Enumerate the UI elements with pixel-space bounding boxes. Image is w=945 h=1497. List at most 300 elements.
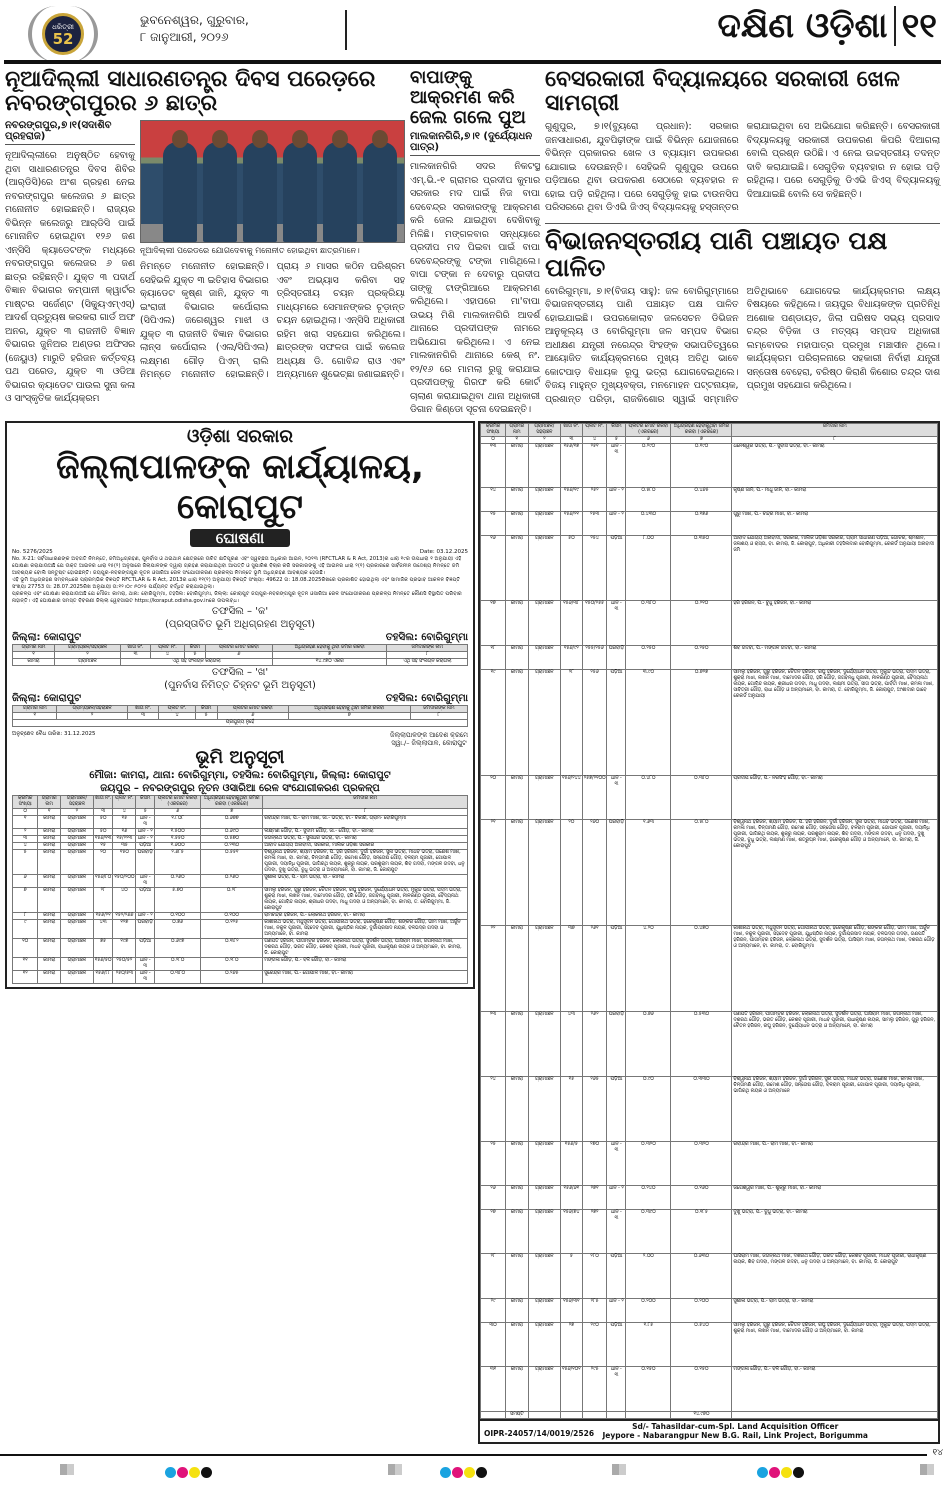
cell: ୧.୫୫୦ (155, 835, 201, 842)
owner-cell: କାଶୀନାଥ ଭତ୍ରା, ମଧୁସୂଦନ ଭତ୍ରା, ଗୋପୀନାଥ ଭତ୍ରା, ହରେକୃଷ୍ଣ ଗୌଡ଼, ଶଙ୍କର ଗୌଡ଼, ଭୀମ ମାଝୀ, ଅର୍ଜୁନ ମାଝୀ, ନକୁଳ ପୂଜାରୀ, ସହଦେବ ପୂଜାରୀ, ଯୁଧିଷ୍ଠିର ନାୟକ, ଦୁର୍ଗାପ୍ରସାଦ ନାୟକ, ବଳଭଦ୍ର ଗଦବା ଓ ଅନ୍ୟମାନେ, ବା. କାମରା (263, 919, 468, 938)
cell: ୧୫ (113, 815, 136, 828)
column-number: ୧ (38, 808, 61, 815)
column-header: ପ୍ଲଟ ନଂ. (582, 423, 607, 436)
column-header: ଅଧିଗ୍ରହଣ ହେବାକୁଥିବା ଜମିର ରକବା (ଏକରରେ) (671, 423, 732, 436)
owner-cell: ସୁଶୀଳା ଭତ୍ରା, ପି.- ରାମ ଭତ୍ରା, ବା.- କାମରା (263, 874, 468, 887)
cell: ୦.୩୨୦ (671, 1141, 732, 1185)
column-number: ୮ (387, 651, 468, 658)
cell: ୮ (13, 912, 38, 919)
owner-cell: ଧନେଶ୍ୱର ଭତ୍ରା, ପି.- ସୁବାସ ଭତ୍ରା, ବା.- କାମରା (732, 443, 938, 487)
column-number: ୩ (127, 712, 159, 719)
cell: ୨୨ (481, 926, 506, 1012)
cell: ୧୮ (481, 645, 506, 669)
cell: ଧାନ - ୩ (607, 1141, 626, 1185)
schedule-a-title: ତଫସିଲ – 'କ' (211, 605, 269, 617)
owner-cell: ରବୀନ୍ଦ୍ର ମାଝୀ, ପି.- ରାମ ମାଝୀ, ଜା.- ଭତ୍ରା, ବା.- ଚିକାରି, ଗ୍ରାମ- ବୋରିଗୁମ୍ମା (263, 815, 468, 828)
cell: ୧୩ (481, 443, 506, 487)
owner-cell: କୃଷ୍ଣ ଜାନି, ପି.- ମାଧୁ ଜାନି, ବା.- କାମରା (732, 488, 938, 512)
cell: ୦.୧୬୦ (671, 1186, 732, 1210)
cell: ଗ୍ରାମାଞ୍ଚଳ (528, 1186, 561, 1210)
registration-square (920, 1464, 934, 1475)
column-header: ଖାତା ନଂ. (93, 795, 113, 808)
owner-cell: ହରି ହରିଜନ, ପି.- ବୁଧୁ ହରିଜନ, ବା.- କାମରା (732, 601, 938, 645)
cell: ୪୩ (561, 1011, 583, 1076)
cell: ୦.୭୨୭ (671, 669, 732, 775)
column-number: ୮ (732, 436, 938, 443)
column-header: ଜମିଦାରଙ୍କ ନାମ (387, 644, 468, 651)
cell: ୧୫୦ (113, 849, 136, 874)
order-text: ଜିଲ୍ଲାପାଳଙ୍କ ଆଦେଶ କ୍ରମେ (390, 730, 468, 739)
cell: ୧୫ (93, 842, 113, 849)
table-row (481, 775, 938, 819)
cell: ୧୫୬/୩୧ (561, 1298, 583, 1322)
photo-caption: ନୂଆଦିଲ୍ଲୀ ପରେଡରେ ଯୋଗଦେବାକୁ ମନୋନୀତ ହୋଇଥିବା ଛାତ୍ରମାନେ। (140, 246, 360, 256)
cell: ପଡ଼ିଆ (136, 938, 155, 957)
cell: ୧୫ (481, 512, 506, 536)
cell: ପଡ଼ିଆ (136, 887, 155, 912)
column-header: ଗ୍ରାମ୍ୟଞ୍ଚଳ/ସହରାଞ୍ଚଳ (57, 705, 127, 712)
cell: ୧୦ (13, 938, 38, 957)
cell: ୨୬୨ (582, 1011, 607, 1076)
column-header: ଅଧିଗ୍ରହଣ ହେବାକୁ ଥିବା ଜମିର ରକବା (288, 705, 410, 712)
column-header: ଗ୍ରାମାଞ୍ଚଳ/ ସହରାଞ୍ଚଳ (528, 423, 561, 436)
cell: କାମରା (38, 842, 61, 849)
cell: କାମରା (38, 912, 61, 919)
cell: ୨୬୦ (582, 820, 607, 926)
owner-cell: ଗଣପତି ହରିଜନ, ପୀତାମ୍ବର ହରିଜନ, ଲୋକନାଥ ଭତ୍ରା, ସୁଦର୍ଶନ ଭତ୍ରା, ଘାସିରାମ ମାଝୀ, ଜଗନ୍ନାଥ ମାଝୀ, ଦଶରଥ ଗୌଡ଼, ଭରତ ଗୌଡ଼, କେଶବ ପୂଜାରୀ, ମାଧବ ପୂଜାରୀ, ରାଧାକୃଷ୍ଣ ନାୟକ ଓ ଅନ୍ୟମାନେ, ବା. କାମରା, ଜି. କୋରାପୁଟ (263, 938, 468, 957)
table-row (13, 887, 468, 912)
cell: ଗ୍ରାମାଞ୍ଚଳ (528, 1209, 561, 1253)
column-header: କିସମ (195, 705, 217, 712)
cell: ୦.୫୮୦ (626, 488, 671, 512)
cell: ୮.୦୦ (626, 536, 671, 601)
column-header: ପ୍ଲଟର ମୋଟ ରକବା (205, 644, 272, 651)
total-row (481, 1411, 938, 1418)
column-number: ୫ (184, 651, 205, 658)
column-number: ୫ (136, 808, 155, 815)
schedule-a-subtitle: (ପ୍ରସ୍ତାବିତ ଭୂମି ଅଧିଗ୍ରହଣ ଅନୁସୂଚୀ) (164, 618, 316, 630)
district-label: ଜିଲ୍ଲା: କୋରାପୁଟ (12, 692, 82, 704)
owner-cell: ସାମଲୁ ହରିଜନ, ଗୁରୁ ହରିଜନ, ଚୈତନ ହରିଜନ, ରଘୁ ହରିଜନ, ଦୁର୍ଯ୍ୟୋଧନ ଭତ୍ରା, ମୁକୁନ୍ଦ ଭତ୍ରା, ପଦ୍ମ ଭତ୍ରା, ଶୁକ୍ରା ମାଝୀ, ଲଖନ ମାଝୀ, ଦାମୋଦର ଗୌଡ଼, ହରି ଗୌଡ଼, ଜଗବନ୍ଧୁ ପୂଜାରୀ, ନୀଳକଣ୍ଠ ପୂଜାରୀ, ବୈଦ୍ୟନାଥ ନାୟକ, ଗୋବିନ୍ଦ ନାୟକ, ଶ୍ରୀଧର ଗଦବା, ମାଧୁ ଗଦବା, ଲକ୍ଷ୍ମୀ ଭତ୍ରା, ସୀତା ଭତ୍ରା, ପାର୍ବତୀ ମାଝୀ, କମଳା ମାଝୀ, ସାବିତ୍ରୀ ଗୌଡ଼, ରାଧା ଗୌଡ଼ ଓ ଅନ୍ୟମାନେ, ବା. କାମରା, ତ. ବୋରିଗୁମ୍ମା, ଜି. କୋରାପୁଟ, ଅଂଶୀଦାର ଭାବେ ରେକର୍ଡ ଅନୁଯାୟୀ (732, 669, 938, 775)
total-label: ସମଷ୍ଟି (506, 1411, 528, 1418)
table-row (481, 1322, 938, 1366)
cell: ୦.୧୯୦ (671, 443, 732, 487)
cell: ୦.୨୮ (201, 887, 263, 912)
cell: କାମରା (38, 815, 61, 828)
cmyk-dots (165, 1463, 213, 1482)
color-dot (440, 1467, 451, 1478)
cell: ୧୫୬/୯୨ (561, 645, 583, 669)
owner-cell: ସାମଲୁ ହରିଜନ, ଗୁରୁ ହରିଜନ, ଚୈତନ ହରିଜନ, ରଘୁ ହରିଜନ, ଦୁର୍ଯ୍ୟୋଧନ ଭତ୍ରା, ମୁକୁନ୍ଦ ଭତ୍ରା, ପଦ୍ମ ଭତ୍ରା, ଶୁକ୍ରା ମାଝୀ, ଲଖନ ମାଝୀ, ଦାମୋଦର ଗୌଡ଼, ହରି ଗୌଡ଼, ଜଗବନ୍ଧୁ ପୂଜାରୀ, ନୀଳକଣ୍ଠ ପୂଜାରୀ, ବୈଦ୍ୟନାଥ ନାୟକ, ଗୋବିନ୍ଦ ନାୟକ, ଶ୍ରୀଧର ଗଦବା, ମାଧୁ ଗଦବା ଓ ଅନ୍ୟମାନେ, ବା. କାମରା, ତ. ବୋରିଗୁମ୍ମା, ଜି. କୋରାପୁଟ (263, 887, 468, 912)
column-header: ଗ୍ରାମାଞ୍ଚଳ/ ସହରାଞ୍ଚଳ (60, 795, 93, 808)
cell: ୦.୫୪୦ (671, 1322, 732, 1366)
cell: କାମରା (506, 1298, 528, 1322)
cell: ଧାନ - ୨ (137, 828, 153, 834)
cell: କାମରା (506, 1011, 528, 1076)
cell: ଧାନ - ୨ (137, 912, 153, 918)
cell: ଗ୍ରାମାଞ୍ଚଳ (60, 842, 93, 849)
cell: ଧାନ - ୩ (136, 970, 155, 983)
column-header: ଖାତା ନଂ. (561, 423, 583, 436)
table-row (481, 1141, 938, 1185)
schedule-a-table (12, 644, 468, 666)
column-number: ୬ (155, 808, 201, 815)
cell: କାମରା (506, 536, 528, 601)
column-number: ୩ (561, 436, 583, 443)
table-row (481, 536, 938, 601)
cell: ୨ (13, 828, 38, 835)
owner-cell: ଜଗନ୍ନାଥ ଭତ୍ରା, ପି.- ସୁନାଧର ଭତ୍ରା, ବା.- କାମରା (263, 835, 468, 842)
cell: ୦.୪୮୦ (626, 775, 671, 819)
cell: ୧.୫୦୦ (155, 828, 201, 835)
table-row (13, 957, 468, 970)
cell: ଧାନ - ୨ (607, 1298, 626, 1322)
column-header: ଗ୍ରାମ୍ୟଞ୍ଚଳ/ସହରାଞ୍ଚଳ (54, 644, 120, 651)
table-row (481, 1367, 938, 1412)
cell: ୨୧ (481, 820, 506, 926)
signed-by: ସ୍ୱା./– ଜିଲ୍ଲାପାଳ, କୋରାପୁଟ (391, 738, 467, 747)
schedule-b-title: ତଫସିଲ – 'ଖ' (211, 666, 269, 678)
cell: ଗ୍ରାମାଞ୍ଚଳ (60, 835, 93, 842)
cell: ଗ୍ରାମାଞ୍ଚଳ (60, 919, 93, 938)
cell: ୧୯ (481, 669, 506, 775)
column-header: ଜମିଦାର ନାମ (263, 795, 468, 808)
column-number: ୮ (263, 808, 468, 815)
cell: ଗ୍ରାମାଞ୍ଚଳ (528, 1367, 561, 1412)
cell: ୦.୩୮୨ (201, 938, 263, 957)
headline: ବିଭାଜନସ୍ତରୀୟ ପାଣି ପଞ୍ଚାୟତ ପକ୍ଷ ପାଳିତ (545, 225, 888, 283)
table-row (13, 874, 468, 887)
article-ncc-cadets (5, 68, 405, 406)
cell: ୦.୪୭୦ (671, 926, 732, 1012)
cell: ଘରବାଡ଼ି (607, 820, 626, 926)
table-row (13, 912, 468, 919)
owner-cell: ଆବାଦ ଯୋଗ୍ୟ ଅନାବାଦୀ, ସରକାର, ମାଲିକ ଓଡ଼ିଶା ସରକାର (263, 842, 468, 849)
cell: ୪ (13, 842, 38, 849)
cell: ଘରବାଡ଼ି (136, 849, 155, 874)
column-header: ଗ୍ରାମର ନାମ (13, 705, 57, 712)
cell: ୫୦ (93, 815, 113, 828)
owner-cell: ମଙ୍ଗଳା ଗୌଡ଼, ପି.- ବଳି ଗୌଡ଼, ବା.- କାମରା (732, 1367, 938, 1412)
column-number: ୭ (201, 808, 263, 815)
article-sports-equipment (545, 68, 940, 215)
column-number: ୩ (120, 651, 150, 658)
cell: ୦.୧୦୦ (201, 912, 263, 919)
color-dot (476, 1467, 487, 1478)
cell: ପଡ଼ିଆ (607, 536, 626, 601)
cell: ୨୮ (93, 887, 113, 912)
headline: ବାପାଙ୍କୁ ଆକ୍ରମଣ କରି ଜେଲ ଗଲେ ପୁଅ (410, 67, 526, 128)
article-body: ଗୁଣୁପୁର, ୭।୧(ବ୍ୟୁରୋ ପ୍ରଧାନ): ସରକାର ଜନସାଧାରଣ, ଯୁବପିଢ଼ୀଙ୍କ ପାଇଁ ବିଭିନ୍ନ ଯୋଜନାରେ ବିଭିନ୍ନ ପ୍ରକାରର ଖେଳ ଓ ବ୍ୟାୟାମ ଉପକରଣ ଯୋଗାଇ ଦେଉଛନ୍ତି। ସେହିଭଳି ଗୁଣୁପୁର ଉପରେ ପଡ଼ିଆରେ ଥିବା ଉପକରଣ ସେଠାରେ ବ୍ୟବହାର ନ ହୋଇ ପଡ଼ି ରହିଥିଲା। ପରେ ସେଗୁଡ଼ିକୁ ହାଇ ଟାଉନସିପ ପରିସରରେ ଥିବା ଡିଏଭି ଜିଏସ୍ ବିଦ୍ୟାଳୟକୁ ହସ୍ତାନ୍ତର କରାଯାଇଥିବା ସେ ଅଭିଯୋଗ କରିଛନ୍ତି। ବେସରକାରୀ ବିଦ୍ୟାଳୟକୁ ସରକାରୀ ଉପକରଣ କିପରି ଦିଆଗଲା ବୋଲି ପ୍ରଶ୍ନ ଉଠିଛି। ଏ ନେଇ ଉଚ୍ଚସ୍ତରୀୟ ତଦନ୍ତ ଦାବି କରାଯାଇଛି। ସେଗୁଡ଼ିକ ବ୍ୟବହାର ନ ହୋଇ ପଡ଼ି ରହିଥିଲା। ପରେ ସେଗୁଡ଼ିକୁ ଡିଏଭି ଜିଏସ୍ ବିଦ୍ୟାଳୟକୁ ଦିଆଯାଇଛି ବୋଲି ସେ କହିଛନ୍ତି। (545, 121, 940, 214)
column-header: ଅଧିଗ୍ରହଣ ହେବାକୁଥିବା ଜମିର ରକବା (ଏକରରେ) (201, 795, 263, 808)
cell: ୦.୩୯୦ (626, 1209, 671, 1253)
cell: ୧୯୭ (113, 938, 136, 957)
dateline (140, 12, 249, 46)
registration-square (612, 1464, 626, 1475)
cell: ୦.୧୨୫ (201, 919, 263, 938)
cell: ୦.୨୮୦ (155, 957, 201, 970)
cell: ଗ୍ରାମାଞ୍ଚଳ (528, 669, 561, 775)
cell: ଗ୍ରାମାଞ୍ଚଳ (528, 775, 561, 819)
owner-cell: ଘାସିରାମ ମାଝୀ, ଜଗନ୍ନାଥ ମାଝୀ, ଦଶରଥ ଗୌଡ଼, ଭରତ ଗୌଡ଼, କେଶବ ପୂଜାରୀ, ମାଧବ ପୂଜାରୀ, ରାଧାକୃଷ୍ଣ ନାୟକ, ଶିବ ଗଦବା, ମଙ୍ଗଳ ଗଦବା, ଧନୁ ଗଦବା ଓ ଅନ୍ୟମାନେ, ବା. କାମରା, ଜି. କୋରାପୁଟ (732, 1254, 938, 1298)
notice-number: No. 5276/2025 (12, 548, 53, 555)
column-number: ୭ (272, 651, 387, 658)
issue-date: ୮ ଜାନୁଆରୀ, ୨୦୨୬ (140, 30, 229, 44)
cell: ଗ୍ରାମାଞ୍ଚଳ (528, 926, 561, 1012)
owner-cell: ବିଶ୍ୱନାଥ ହରିଜନ, ଶ୍ୟାମ ହରିଜନ, ପି. ହରି ହରିଜନ, ଦୁର୍ଗା ହରିଜନ, ସୁନା ଭତ୍ରା, ମାଧବ ଭତ୍ରା, ଗଣେଶ ମାଝୀ, କମଳା ମାଝୀ, ଚିନ୍ତାମଣି ଗୌଡ଼, ରମେଶ ଗୌଡ଼, ସନ୍ତୋଷ ଗୌଡ଼, ବଳରାମ ପୂଜାରୀ, ଗୋପାଳ ପୂଜାରୀ, ଦୟାନିଧି ପୂଜାରୀ, ଭାଗିରଥି ନାୟକ, ଶୁକ୍ରୁ ନାୟକ, ପରଶୁରାମ ନାୟକ, ଶିବ ଗଦବା, ମଙ୍ଗଳ ଗଦବା, ଧନୁ ଗଦବା, ଦୁଖୁ ଭତ୍ରା, ବୁଧୁ ଭତ୍ରା, ଲକ୍ଷ୍ମଣ ମାଝୀ, ଶତ୍ରୁଘ୍ନ ମାଝୀ, ହରେକୃଷ୍ଣ ଗୌଡ଼ ଓ ଅନ୍ୟମାନେ, ବା. କାମରା, ଜି. କୋରାପୁଟ (732, 820, 938, 926)
headline: ବେସରକାରୀ ବିଦ୍ୟାଳୟରେ ସରକାରୀ ଖେଳ ସାମଗ୍ରୀ (545, 67, 900, 117)
table-row (13, 828, 468, 835)
table-row (481, 512, 938, 536)
cell: ଗ୍ରାମାଞ୍ଚଳ (60, 815, 93, 828)
cell: ୦.୨୬୦ (201, 874, 263, 887)
cell: ୨୭୦ (582, 1141, 607, 1185)
column-number: ୩ (93, 808, 113, 815)
table-row (481, 1186, 938, 1210)
cell: ୪୩ (93, 919, 113, 938)
cell: ଗ୍ରାମାଞ୍ଚଳ (528, 1322, 561, 1366)
owner-cell: ଶିବ ଗଦବା, ପି.- ମଙ୍ଗଳ ଗଦବା, ବା.- କାମରା (732, 645, 938, 669)
column-header: ପ୍ଲଟ ନଂ. (159, 705, 195, 712)
cell: କାମରା (506, 645, 528, 669)
owner-cell: ସାମଲୁ ହରିଜନ, ଗୁରୁ ହରିଜନ, ଚୈତନ ହରିଜନ, ରଘୁ ହରିଜନ, ଦୁର୍ଯ୍ୟୋଧନ ଭତ୍ରା, ମୁକୁନ୍ଦ ଭତ୍ରା, ପଦ୍ମ ଭତ୍ରା, ଶୁକ୍ରା ମାଝୀ, ଲଖନ ମାଝୀ, ଦାମୋଦର ଗୌଡ଼ ଓ ଅନ୍ୟମାନେ, ବା. କାମରା (732, 1322, 938, 1366)
column-number: ୬ (626, 436, 671, 443)
column-number: ୧ (13, 712, 57, 719)
cell: କାମରା (38, 874, 61, 887)
article-son-attacks-father (410, 68, 540, 417)
page-number: ୧୧ (894, 6, 937, 46)
table-row (481, 1076, 938, 1141)
cell: ୩.୯୦ (626, 669, 671, 775)
cell: ଧାନ - ୩ (136, 874, 155, 887)
notice-date: Date: 03.12.2025 (419, 548, 468, 555)
logo-text: ଧରିତ୍ରୀ (52, 23, 74, 31)
cell: ଗ୍ରାମାଞ୍ଚଳ (528, 536, 561, 601)
byline: ମାଲକାନଗିରି,୭।୧ (ଦୁର୍ଯ୍ୟୋଧନ ପାତ୍ର) (410, 131, 540, 156)
owner-cell: କାଶୀନାଥ ଭତ୍ରା, ମଧୁସୂଦନ ଭତ୍ରା, ଗୋପୀନାଥ ଭତ୍ରା, ହରେକୃଷ୍ଣ ଗୌଡ଼, ଶଙ୍କର ଗୌଡ଼, ଭୀମ ମାଝୀ, ଅର୍ଜୁନ ମାଝୀ, ନକୁଳ ପୂଜାରୀ, ସହଦେବ ପୂଜାରୀ, ଯୁଧିଷ୍ଠିର ନାୟକ, ଦୁର୍ଗାପ୍ରସାଦ ନାୟକ, ବଳଭଦ୍ର ଗଦବା, ଗଣପତି ହରିଜନ, ପୀତାମ୍ବର ହରିଜନ, ଲୋକନାଥ ଭତ୍ରା, ସୁଦର୍ଶନ ଭତ୍ରା, ଘାସିରାମ ମାଝୀ, ଜଗନ୍ନାଥ ମାଝୀ, ଦଶରଥ ଗୌଡ଼ ଓ ଅନ୍ୟମାନେ, ବା. କାମରା, ତ. ବୋରିଗୁମ୍ମା (732, 926, 938, 1012)
cell: ୧ (13, 815, 38, 828)
cell: କାମରା (506, 512, 528, 536)
cell: ୧୫୬/୭୪ (561, 1209, 583, 1253)
govt-notice (5, 421, 475, 989)
color-dot (201, 1467, 212, 1478)
cell: ୨.୬୮୫ (155, 849, 201, 874)
cell: ୨୫ (481, 1141, 506, 1185)
cell: ୦.୩୨୦ (626, 1141, 671, 1185)
cell: ୩ (13, 835, 38, 842)
cell: ୫୦ (561, 536, 583, 601)
cell: ୫ (561, 1254, 583, 1298)
cell: ୦.୯୦ (626, 1076, 671, 1141)
cmyk-dots (440, 1463, 488, 1482)
owner-cell: ରବୀନ୍ଦ୍ର ମାଝୀ, ପି.- ରାମ ମାଝୀ, ବା.- କାମରା (732, 1141, 938, 1185)
cell: ଧାନ - ୩ (607, 1209, 626, 1253)
cell: ୭ (13, 887, 38, 912)
cell: ଗ୍ରାମାଞ୍ଚଳ (528, 1141, 561, 1185)
cell: ୧୫୬/୧୦୧ (561, 1367, 583, 1412)
cell: ୦.୫୫୧ (201, 849, 263, 874)
owner-cell: ରାମଚନ୍ଦ୍ର ହରିଜନ, ପି.- ଲୋକନାଥ ହରିଜନ, ବା.- କାମରା (263, 912, 468, 919)
validity-date: ଅନୁଚ୍ଛେଦ ବୈଧ ତାରିଖ: 31.12.2025 (12, 730, 96, 737)
cell: ୧୫୬/୨୧ (93, 912, 113, 919)
cell: କାମରା (506, 820, 528, 926)
column-header: ପ୍ଲଟର ମୋଟ ରକବା (217, 705, 288, 712)
cell: ପଡ଼ିଆ (607, 1322, 626, 1366)
cell: ୨୦ (481, 775, 506, 819)
cell: ୦.୪୬୫ (671, 488, 732, 512)
cell: ୨୫୬ (582, 669, 607, 775)
cell: ଧାନ - ୩ (607, 1367, 626, 1412)
cell: ଗ୍ରାମାଞ୍ଚଳ (528, 820, 561, 926)
owner-cell: ସୁରେନ୍ଦ୍ର ମାଝୀ, ପି.- ଗୋପାଳ ମାଝୀ, ବା.- କାମରା (263, 970, 468, 983)
column-header: ଗ୍ରାମର ନାମ (13, 644, 55, 651)
tahasil-label: ତହସିଲ: ବୋରିଗୁମ୍ମା (385, 692, 468, 704)
cell: ଧାନ - ୩ (607, 601, 626, 645)
cell: ଧାନ - ୩ (607, 775, 626, 819)
cell: ୫୦ (93, 828, 113, 835)
registration-square (60, 1464, 74, 1475)
cell: ୧୫୬/୧୭ (561, 443, 583, 487)
land-table-right-wrap (478, 421, 940, 1421)
cell: ୨୫୭/୨୧୦୦ (582, 775, 607, 819)
cell: ଗ୍ରାମାଞ୍ଚଳ (528, 1011, 561, 1076)
cell: ଗ୍ରାମାଞ୍ଚଳ (528, 645, 561, 669)
registration-square (388, 1464, 402, 1475)
cell: ୦.୨୬୫ (201, 970, 263, 983)
column-number: ୮ (410, 712, 467, 719)
owner-cell: ବିଶ୍ୱନାଥ ହରିଜନ, ଶ୍ୟାମ ହରିଜନ, ଦୁର୍ଗା ହରିଜନ, ସୁନା ଭତ୍ରା, ମାଧବ ଭତ୍ରା, ଗଣେଶ ମାଝୀ, କମଳା ମାଝୀ, ଚିନ୍ତାମଣି ଗୌଡ଼, ରମେଶ ଗୌଡ଼, ସନ୍ତୋଷ ଗୌଡ଼, ବଳରାମ ପୂଜାରୀ, ଗୋପାଳ ପୂଜାରୀ, ଦୟାନିଧି ପୂଜାରୀ, ଭାଗିରଥି ନାୟକ ଓ ଅନ୍ୟମାନେ (732, 1076, 938, 1141)
cell: ୧୫୬/୧୩ (94, 835, 112, 841)
cell: ଗ୍ରାମାଞ୍ଚଳ (528, 1076, 561, 1141)
cell: ୦.୬୭୭ (201, 815, 263, 828)
owner-cell: ଗୁରୁ ମାଝୀ, ପି.- ଚନ୍ଦ୍ର ମାଝୀ, ବା.- କାମରା (732, 512, 938, 536)
cell: ୧୫୬/୮୮ (93, 970, 113, 983)
cell: କାମରା (506, 926, 528, 1012)
cell: ଗ୍ରାମାଞ୍ଚଳ (528, 488, 561, 512)
cell: ୧୫୬/୨୪୪ (561, 775, 583, 819)
cell: ୦.୨୯୦ (626, 443, 671, 487)
land-table-right (480, 423, 938, 1419)
table-row (13, 938, 468, 957)
cell: ୨୮୦ (582, 1254, 607, 1298)
cell: ୨୬୫ (582, 1076, 607, 1141)
color-dot (165, 1467, 176, 1478)
cell: ପଡ଼ିଆ (136, 842, 155, 849)
article-body: ମାଲକାନଗିରି ସଦର ନିକଟସ୍ଥ ଏମ୍.ଭି.-୧ ଗ୍ରାମର ପ୍ରଦୀପ କୁମାର ସରକାର ମଦ ପାଇଁ ନିଜ ବାପା ଦେବେନ୍ଦ୍ର ସରକାରଙ୍କୁ ଆକ୍ରମଣ କରି ଜେଲ ଯାଇଥିବା ଦେଖିବାକୁ ମିଳିଛି। ମଙ୍ଗଳବାର ସନ୍ଧ୍ୟାରେ ପ୍ରଦୀପ ମଦ ପିଇବା ପାଇଁ ବାପା ଦେବେନ୍ଦ୍ରଙ୍କୁ ଟଙ୍କା ମାଗିଥିଲେ। ବାପା ଟଙ୍କା ନ ଦେବାରୁ ପ୍ରଦୀପ ତାଙ୍କୁ ଟାଙ୍ଗିଆରେ ଆକ୍ରମଣ କରିଥିଲେ। ଏହାପରେ ମା'ବାପା ଉଭୟ ମିଶି ମାଲକାନଗିରି ଆଦର୍ଶ ଥାନାରେ ପ୍ରଦୀପଙ୍କ ନାମରେ ଅଭିଯୋଗ କରିଥିଲେ। ଏ ନେଇ ମାଲକାନଗିରି ଥାନାରେ କେଶ୍ ନଂ. ୧୨/୧୬ ରେ ମାମଲା ରୁଜୁ କରାଯାଇ ପ୍ରଦୀପଙ୍କୁ ଗିରଫ କରି କୋର୍ଟ ଚାଲାଣ କରାଯାଇଥିବା ଥାନା ଅଧିକାରୀ ଡିଗାନ କିଣ୍ଡୋ ସୂଚନା ଦେଇଛନ୍ତି। (410, 161, 540, 416)
owner-cell: ଦୁଖୁ ଭତ୍ରା, ପି.- ବୁଧୁ ଭତ୍ରା, ବା.- କାମରା (732, 1209, 938, 1253)
column-header: ଜମିଦାର ନାମ (732, 423, 938, 436)
cell: ଗ୍ରାମାଞ୍ଚଳ (528, 443, 561, 487)
color-dot (177, 1467, 188, 1478)
cell: ୧୫/୨୨୩ (113, 835, 136, 842)
page-footer (0, 1448, 945, 1478)
cell: ୧୪.୯୭୦ ଏକର (272, 658, 387, 665)
cell: ୧୪ (481, 488, 506, 512)
cell: ପ୍ରଯୁଜ୍ୟ ନୁହେଁ (13, 719, 468, 726)
cell: ୪.୨୦ (626, 926, 671, 1012)
cell: ୦.୨୬୦ (155, 874, 201, 887)
color-dot (452, 1467, 463, 1478)
cell: ଧାନ - ୨ (607, 488, 626, 512)
cell: ଧାନ - ୨ (137, 835, 153, 841)
column-number: ୧ (13, 651, 55, 658)
cell: ୧୫୬/୩୮ (561, 601, 583, 645)
cell: ୫.୭୦ (155, 887, 201, 912)
cell: କାମରା (38, 957, 61, 970)
cell: ୦.୭୬ (626, 1011, 671, 1076)
top-rule (4, 60, 941, 64)
cell: ୯ (13, 919, 38, 938)
cell: ୧୫୦/୨୫୫ (582, 601, 607, 645)
cell: ୦.୨୧୦ (671, 601, 732, 645)
cell: ୨୮ (481, 1254, 506, 1298)
column-header: ଖାତା ନଂ. (120, 644, 150, 651)
cell: କାମରା (506, 1254, 528, 1298)
column-header: କ୍ରମିକ ସଂଖ୍ୟା (481, 423, 506, 436)
signatory-project: Jeypore - Nabarangpur New B.G. Rail, Link Project, Borigumma (602, 1430, 868, 1440)
cell: ଗ୍ରାମାଞ୍ଚଳ (528, 601, 561, 645)
column-header: ପ୍ଲଟର ମୋଟ ରକବା (ଏକରରେ) (626, 423, 671, 436)
cell: ଗ୍ରାମାଞ୍ଚଳ (60, 957, 93, 970)
cell: ୨.୦୦ (626, 1254, 671, 1298)
cell: ଗ୍ରାମାଞ୍ଚଳ (60, 938, 93, 957)
divider (345, 10, 347, 50)
city-day: ଭୁବନେଶ୍ୱର, ଗୁରୁବାର, (140, 13, 249, 27)
cell: ୧୫୬/୮୦ (93, 874, 113, 887)
article-lead: ନୂଆଦିଲ୍ଲୀରେ ଅନୁଷ୍ଠିତ ହେବାକୁ ଥିବା ସାଧାରଣତନ୍ତ୍ର ଦିବସ ଶିବିର (ଆର୍‌ଡିସି)ରେ ଅଂଶ ଗ୍ରହଣ ନେଇ ନବରଙ୍ଗପୁର କଲେଜର ୬ ଛାତ୍ର ମନୋନୀତ ହୋଇଛନ୍ତି। ରାଜ୍ୟର ବିଭିନ୍ନ କଲେଜରୁ ଆର୍‌ଡିସି ପାଇଁ ମୋନାନିତ ହୋଇଥିବା ୧୨୬ ଜଣ ଏନ୍‌ସିସି କ୍ୟାଡେଟଙ୍କ ମଧ୍ୟରେ ନବରଙ୍ଗପୁର କଲେଜର ୬ ଜଣ ଛାତ୍ର ରହିଛନ୍ତି। ଯୁକ୍ତ ୩ ପଦାର୍ଥ ବିଜ୍ଞାନ ବିଭାଗର କମ୍ପାନୀ କ୍ୱାର୍ଟର ମାଷ୍ଟର ସର୍ଜେଣ୍ଟ (ସିକ୍ୟୁଏମ୍‌ଏସ୍) ଆଦର୍ଶ ପ୍ରତ୍ୟୁଷ କରକରା ଗାର୍ଡ ଅଫ ଅନର, ଯୁକ୍ତ ୩ ରାଜନୀତି ବିଜ୍ଞାନ ବିଭାଗର ଜୁନିଅର ଅଣ୍ଡର ଅଫିସର (ଜେୟୁଓ) ମାରୁତି ହରିଜନ କର୍ତ୍ତବ୍ୟ ପଥ ପରେଡ, ଯୁକ୍ତ ୩ ଓଡିଆ ବିଭାଗର କ୍ୟାଡେଟ ପାଉଲ ସୁନା କଳା ଓ ସାଂସ୍କୃତିକ କାର୍ଯ୍ୟକ୍ରମ (5, 150, 135, 405)
cell: ଗ୍ରାମାଞ୍ଚଳ (528, 1254, 561, 1298)
land-schedule-location: ମୌଜା: କାମରା, ଥାନା: ବୋରିଗୁମ୍ମା, ତହସିଲ: ବୋରିଗୁମ୍ମା, ଜିଲ୍ଲା: କୋରାପୁଟ (89, 769, 391, 781)
cell: ୨୭ (481, 1209, 506, 1253)
table-row (481, 1298, 938, 1322)
column-header: ପ୍ଲଟ ନଂ. (113, 795, 136, 808)
color-dot (189, 1467, 200, 1478)
cell: ୨୭ (561, 1322, 583, 1366)
cell: କାମରା (506, 488, 528, 512)
cell: କାମରା (38, 919, 61, 938)
cell: ୩୭ (561, 926, 583, 1012)
table-row (13, 719, 468, 726)
table-row (481, 926, 938, 1012)
cell: ୧.୬୩ (626, 820, 671, 926)
cell: କାମରା (506, 1076, 528, 1141)
cell: ୨୬୧ (582, 926, 607, 1012)
headline: ନୂଆଦିଲ୍ଲୀ ସାଧାରଣତନ୍ତ୍ର ଦିବସ ପରେଡ଼ରେ ନବରଙ୍ଗପୁରର ୬ ଛାତ୍ର (5, 67, 376, 117)
cell: ୧.୮୦୮ (155, 815, 201, 828)
cell: ଘରବାଡ଼ି (607, 1011, 626, 1076)
notice-gov: ଓଡ଼ିଶା ସରକାର (187, 425, 293, 447)
cell: ୦.୬୯୦ (201, 828, 263, 835)
column-header: ଖାତା ନଂ. (127, 705, 159, 712)
cell: ୨୦ (561, 820, 583, 926)
table-row (13, 835, 468, 842)
cell: ୦.୧୮୫ (671, 1209, 732, 1253)
cell: ୦.୩୮୦ (671, 775, 732, 819)
cell: ୨୭୨ (582, 1209, 607, 1253)
column-number: ୫ (195, 712, 217, 719)
cell: ପଡ଼ିଆ (607, 926, 626, 1012)
owner-cell: ଜଗେଶ୍ୱର ମାଝୀ, ପି.- ଶୁକ୍ରୁ ମାଝୀ, ବା.- କାମରା (732, 1186, 938, 1210)
table-row (13, 842, 468, 849)
cell: ୦.୨୩୦ (201, 842, 263, 849)
column-number: ୨ (57, 712, 127, 719)
cell: ୧୬ (113, 828, 136, 835)
cell: ୦.୪୩୦ (626, 512, 671, 536)
cell: ଗ୍ରାମାଞ୍ଚଳ (60, 912, 93, 919)
cell: ୦.୩୮୦ (626, 601, 671, 645)
color-dot (769, 1467, 780, 1478)
bottom-rule (0, 1454, 927, 1456)
